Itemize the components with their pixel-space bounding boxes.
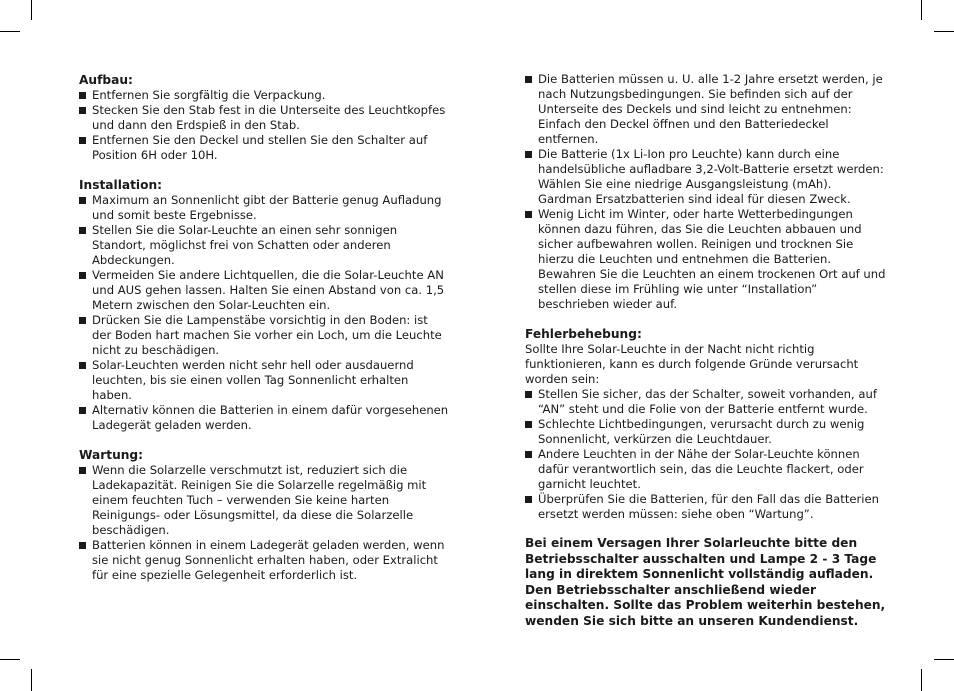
list-item: Solar-Leuchten werden nicht sehr hell oder ausdauernd leuchten, bis sie einen vollen Tag Sonnenlicht erhalten haben. — [79, 358, 449, 403]
crop-mark-bottom-left-horizontal — [0, 659, 20, 660]
crop-mark-top-left-horizontal — [0, 31, 20, 32]
list-item: Schlechte Lichtbedingungen, verursacht durch zu wenig Sonnenlicht, verkürzen die Leuchtdauer. — [525, 417, 887, 447]
bullet-list — [525, 387, 887, 522]
left-column — [79, 72, 449, 597]
bullet-list — [79, 88, 449, 163]
list-item: Die Batterien müssen u. U. alle 1-2 Jahre ersetzt werden, je nach Nutzungsbedingungen. Sie befinden sich auf der Unterseite des Deckels und sind leicht zu entnehmen: Einfach den Deckel öffnen und den Batteriedeckel entfernen. — [525, 72, 887, 147]
final-note: Bei einem Versagen Ihrer Solarleuchte bitte den Betriebsschalter ausschalten und Lampe 2 - 3 Tage lang in direktem Sonnenlicht vollständig aufladen. Den Betriebsschalter anschließend wieder einschalten. Sollte das Problem weiterhin bestehen, wenden Sie sich bitte an unseren Kundendienst. — [525, 536, 886, 628]
bullet-list — [79, 193, 449, 433]
section-aufbau — [79, 72, 449, 163]
bullet-list — [525, 72, 887, 312]
list-item: Entfernen Sie sorgfältig die Verpackung. — [79, 88, 449, 103]
section-intro: Sollte Ihre Solar-Leuchte in der Nacht nicht richtig funktionieren, kann es durch folgende Gründe verursacht worden sein: — [525, 342, 859, 386]
list-item: Stecken Sie den Stab fest in die Unterseite des Leuchtkopfes und dann den Erdspieß in den Stab. — [79, 103, 449, 133]
section-installation — [79, 177, 449, 433]
list-item: Alternativ können die Batterien in einem dafür vorgesehenen Ladegerät geladen werden. — [79, 403, 449, 433]
list-item: Andere Leuchten in der Nähe der Solar-Leuchte können dafür verantwortlich sein, das die Leuchte flackert, oder garnicht leuchtet. — [525, 447, 887, 492]
list-item: Überprüfen Sie die Batterien, für den Fall das die Batterien ersetzt werden müssen: siehe oben “Wartung”. — [525, 492, 887, 522]
crop-mark-bottom-left-vertical — [31, 669, 32, 691]
list-item: Stellen Sie sicher, das der Schalter, soweit vorhanden, auf “AN” steht und die Folie von der Batterie entfernt wurde. — [525, 387, 887, 417]
section-wartung — [79, 447, 449, 583]
list-item: Maximum an Sonnenlicht gibt der Batterie genug Aufladung und somit beste Ergebnisse. — [79, 193, 449, 223]
crop-mark-bottom-right-horizontal — [934, 659, 954, 660]
list-item: Entfernen Sie den Deckel und stellen Sie den Schalter auf Position 6H oder 10H. — [79, 133, 449, 163]
list-item: Die Batterie (1x Li-Ion pro Leuchte) kann durch eine handelsübliche aufladbare 3,2-Volt-Batterie ersetzt werden: Wählen Sie eine niedrige Ausgangsleistung (mAh). Gardman Ersatzbatterien sind ideal für diesen Zweck. — [525, 147, 887, 207]
list-item: Wenn die Solarzelle verschmutzt ist, reduziert sich die Ladekapazität. Reinigen Sie die Solarzelle regelmäßig mit einem feuchten Tuch – verwenden Sie keine harten Reinigungs- oder Lösungsmittel, da diese die Solarzelle beschädigen. — [79, 463, 449, 538]
list-item: Batterien können in einem Ladegerät geladen werden, wenn sie nicht genug Sonnenlicht erhalten haben, oder Extralicht für eine spezielle Gelegenheit erforderlich ist. — [79, 538, 449, 583]
right-column — [525, 72, 887, 629]
list-item: Wenig Licht im Winter, oder harte Wetterbedingungen können dazu führen, das Sie die Leuchten abbauen und sicher aufbewahren wollen. Reinigen und trocknen Sie hierzu die Leuchten und entnehmen die Batterien. Bewahren Sie die Leuchten an einem trockenen Ort auf und stellen diese im Frühling wie unter “Installation” beschrieben wieder auf. — [525, 207, 887, 312]
list-item: Stellen Sie die Solar-Leuchte an einen sehr sonnigen Standort, möglichst frei von Schatten oder anderen Abdeckungen. — [79, 223, 449, 268]
crop-mark-bottom-right-vertical — [921, 669, 922, 691]
list-item: Drücken Sie die Lampenstäbe vorsichtig in den Boden: ist der Boden hart machen Sie vorher ein Loch, um die Leuchte nicht zu beschädigen. — [79, 313, 449, 358]
section-heading: Aufbau: — [79, 73, 133, 87]
section-fehlerbehebung — [525, 326, 887, 522]
list-item: Vermeiden Sie andere Lichtquellen, die die Solar-Leuchte AN und AUS gehen lassen. Halten Sie einen Abstand von ca. 1,5 Metern zwischen den Solar-Leuchten ein. — [79, 268, 449, 313]
crop-mark-top-right-horizontal — [934, 31, 954, 32]
bullet-list — [79, 463, 449, 583]
crop-mark-top-left-vertical — [31, 0, 32, 20]
section-heading: Fehlerbehebung: — [525, 327, 642, 341]
section-heading: Wartung: — [79, 448, 144, 462]
crop-mark-top-right-vertical — [921, 0, 922, 20]
section-battery-notes — [525, 72, 887, 312]
section-heading: Installation: — [79, 178, 163, 192]
